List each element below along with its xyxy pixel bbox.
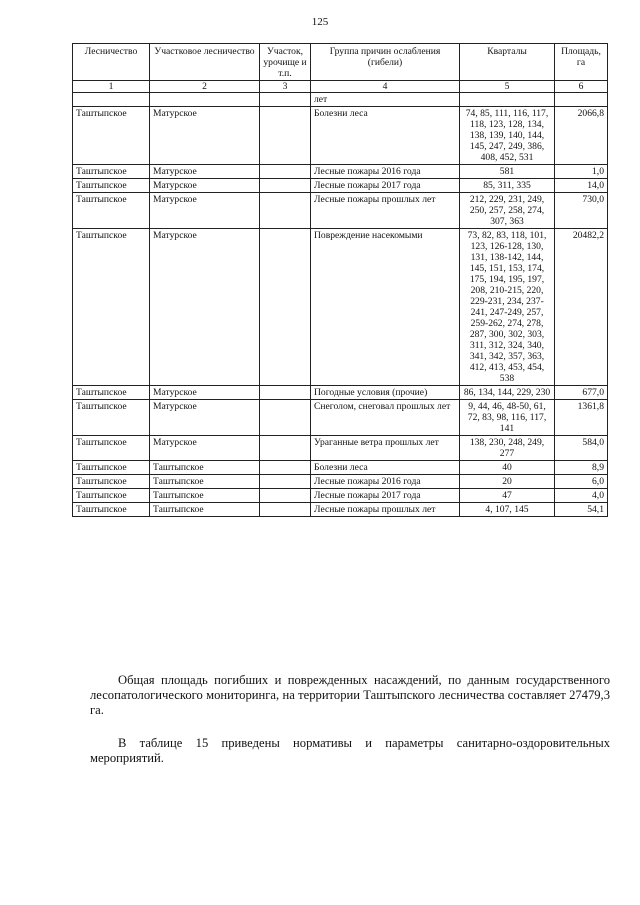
cell-quarters: 9, 44, 46, 48-50, 61, 72, 83, 98, 116, 117, 141 <box>460 400 555 436</box>
table-body <box>73 93 608 517</box>
table-row <box>73 503 608 517</box>
table-row <box>73 193 608 229</box>
cell-site <box>260 229 311 386</box>
cell-reason: Лесные пожары 2016 года <box>311 475 460 489</box>
table-row <box>73 475 608 489</box>
cell-reason: лет <box>311 93 460 107</box>
cell-site <box>260 193 311 229</box>
header-quarters: Кварталы <box>460 44 555 81</box>
cell-quarters: 20 <box>460 475 555 489</box>
cell-site <box>260 386 311 400</box>
table-row <box>73 93 608 107</box>
column-number: 2 <box>150 81 260 93</box>
cell-site <box>260 436 311 461</box>
table-row <box>73 436 608 461</box>
reference-paragraph: В таблице 15 приведены нормативы и параметры санитарно-оздоровительных мероприятий. <box>90 735 610 765</box>
cell-quarters: 4, 107, 145 <box>460 503 555 517</box>
table-row <box>73 165 608 179</box>
cell-forestry: Таштыпское <box>73 179 150 193</box>
cell-quarters: 581 <box>460 165 555 179</box>
cell-district: Таштыпское <box>150 503 260 517</box>
cell-forestry: Таштыпское <box>73 193 150 229</box>
cell-site <box>260 400 311 436</box>
header-site: Участок, урочище и т.п. <box>260 44 311 81</box>
header-reason: Группа причин ослабления (гибели) <box>311 44 460 81</box>
cell-forestry: Таштыпское <box>73 436 150 461</box>
cell-forestry: Таштыпское <box>73 386 150 400</box>
table-row <box>73 489 608 503</box>
column-number: 3 <box>260 81 311 93</box>
cell-district: Матурское <box>150 400 260 436</box>
cell-forestry: Таштыпское <box>73 461 150 475</box>
cell-area: 4,0 <box>555 489 608 503</box>
column-number: 5 <box>460 81 555 93</box>
cell-district: Матурское <box>150 165 260 179</box>
cell-district: Таштыпское <box>150 475 260 489</box>
cell-reason: Ураганные ветра прошлых лет <box>311 436 460 461</box>
cell-quarters: 73, 82, 83, 118, 101, 123, 126-128, 130, 131, 138-142, 144, 145, 151, 153, 174, 175, 194, 195, 197, 208, 210-215, 220, 229-231, 234, 237-241, 247-249, 257, 259-262, 274, 278, 287, 300, 302, 303, 311, 312, 324, 340, 341, 342, 357, 363, 412, 413, 453, 454, 538 <box>460 229 555 386</box>
cell-forestry: Таштыпское <box>73 107 150 165</box>
cell-forestry: Таштыпское <box>73 229 150 386</box>
forest-damage-table <box>72 43 608 517</box>
cell-area: 584,0 <box>555 436 608 461</box>
cell-quarters: 40 <box>460 461 555 475</box>
cell-reason: Лесные пожары прошлых лет <box>311 193 460 229</box>
cell-area: 6,0 <box>555 475 608 489</box>
cell-area: 730,0 <box>555 193 608 229</box>
cell-district: Матурское <box>150 193 260 229</box>
cell-site <box>260 503 311 517</box>
cell-district: Таштыпское <box>150 489 260 503</box>
cell-site <box>260 475 311 489</box>
cell-district: Таштыпское <box>150 461 260 475</box>
cell-area: 20482,2 <box>555 229 608 386</box>
cell-forestry: Таштыпское <box>73 475 150 489</box>
cell-area: 1,0 <box>555 165 608 179</box>
summary-paragraph: Общая площадь погибших и поврежденных насаждений, по данным государственного лесопатологического мониторинга, на территории Таштыпского лесничества составляет 27479,3 га. <box>90 672 610 717</box>
table-row <box>73 229 608 386</box>
cell-reason: Повреждение насекомыми <box>311 229 460 386</box>
cell-quarters: 138, 230, 248, 249, 277 <box>460 436 555 461</box>
cell-site <box>260 489 311 503</box>
cell-reason: Лесные пожары 2017 года <box>311 489 460 503</box>
cell-forestry <box>73 93 150 107</box>
cell-quarters: 86, 134, 144, 229, 230 <box>460 386 555 400</box>
cell-district: Матурское <box>150 107 260 165</box>
cell-quarters <box>460 93 555 107</box>
column-number-row <box>73 81 608 93</box>
cell-district: Матурское <box>150 229 260 386</box>
cell-forestry: Таштыпское <box>73 503 150 517</box>
cell-district <box>150 93 260 107</box>
cell-forestry: Таштыпское <box>73 400 150 436</box>
cell-forestry: Таштыпское <box>73 165 150 179</box>
cell-district: Матурское <box>150 179 260 193</box>
cell-area: 2066,8 <box>555 107 608 165</box>
cell-area: 54,1 <box>555 503 608 517</box>
column-number: 1 <box>73 81 150 93</box>
table-row <box>73 179 608 193</box>
cell-area <box>555 93 608 107</box>
cell-area: 677,0 <box>555 386 608 400</box>
cell-site <box>260 461 311 475</box>
cell-quarters: 212, 229, 231, 249, 250, 257, 258, 274, 307, 363 <box>460 193 555 229</box>
page-number: 125 <box>311 16 329 28</box>
cell-area: 1361,8 <box>555 400 608 436</box>
cell-quarters: 85, 311, 335 <box>460 179 555 193</box>
cell-forestry: Таштыпское <box>73 489 150 503</box>
cell-area: 14,0 <box>555 179 608 193</box>
table-row <box>73 386 608 400</box>
cell-reason: Лесные пожары 2016 года <box>311 165 460 179</box>
header-area: Площадь, га <box>555 44 608 81</box>
cell-reason: Болезни леса <box>311 461 460 475</box>
cell-site <box>260 107 311 165</box>
cell-quarters: 47 <box>460 489 555 503</box>
table-header-row <box>73 44 608 81</box>
cell-district: Матурское <box>150 436 260 461</box>
cell-reason: Болезни леса <box>311 107 460 165</box>
table-row <box>73 400 608 436</box>
cell-reason: Лесные пожары 2017 года <box>311 179 460 193</box>
table-row <box>73 461 608 475</box>
cell-area: 8,9 <box>555 461 608 475</box>
column-number: 6 <box>555 81 608 93</box>
cell-site <box>260 165 311 179</box>
cell-site <box>260 93 311 107</box>
cell-quarters: 74, 85, 111, 116, 117, 118, 123, 128, 134, 138, 139, 140, 144, 145, 247, 249, 386, 408, 452, 531 <box>460 107 555 165</box>
table-row <box>73 107 608 165</box>
cell-reason: Лесные пожары прошлых лет <box>311 503 460 517</box>
header-district: Участковое лесничество <box>150 44 260 81</box>
cell-site <box>260 179 311 193</box>
cell-reason: Снеголом, снеговал прошлых лет <box>311 400 460 436</box>
cell-reason: Погодные условия (прочие) <box>311 386 460 400</box>
cell-district: Матурское <box>150 386 260 400</box>
column-number: 4 <box>311 81 460 93</box>
header-forestry: Лесничество <box>73 44 150 81</box>
